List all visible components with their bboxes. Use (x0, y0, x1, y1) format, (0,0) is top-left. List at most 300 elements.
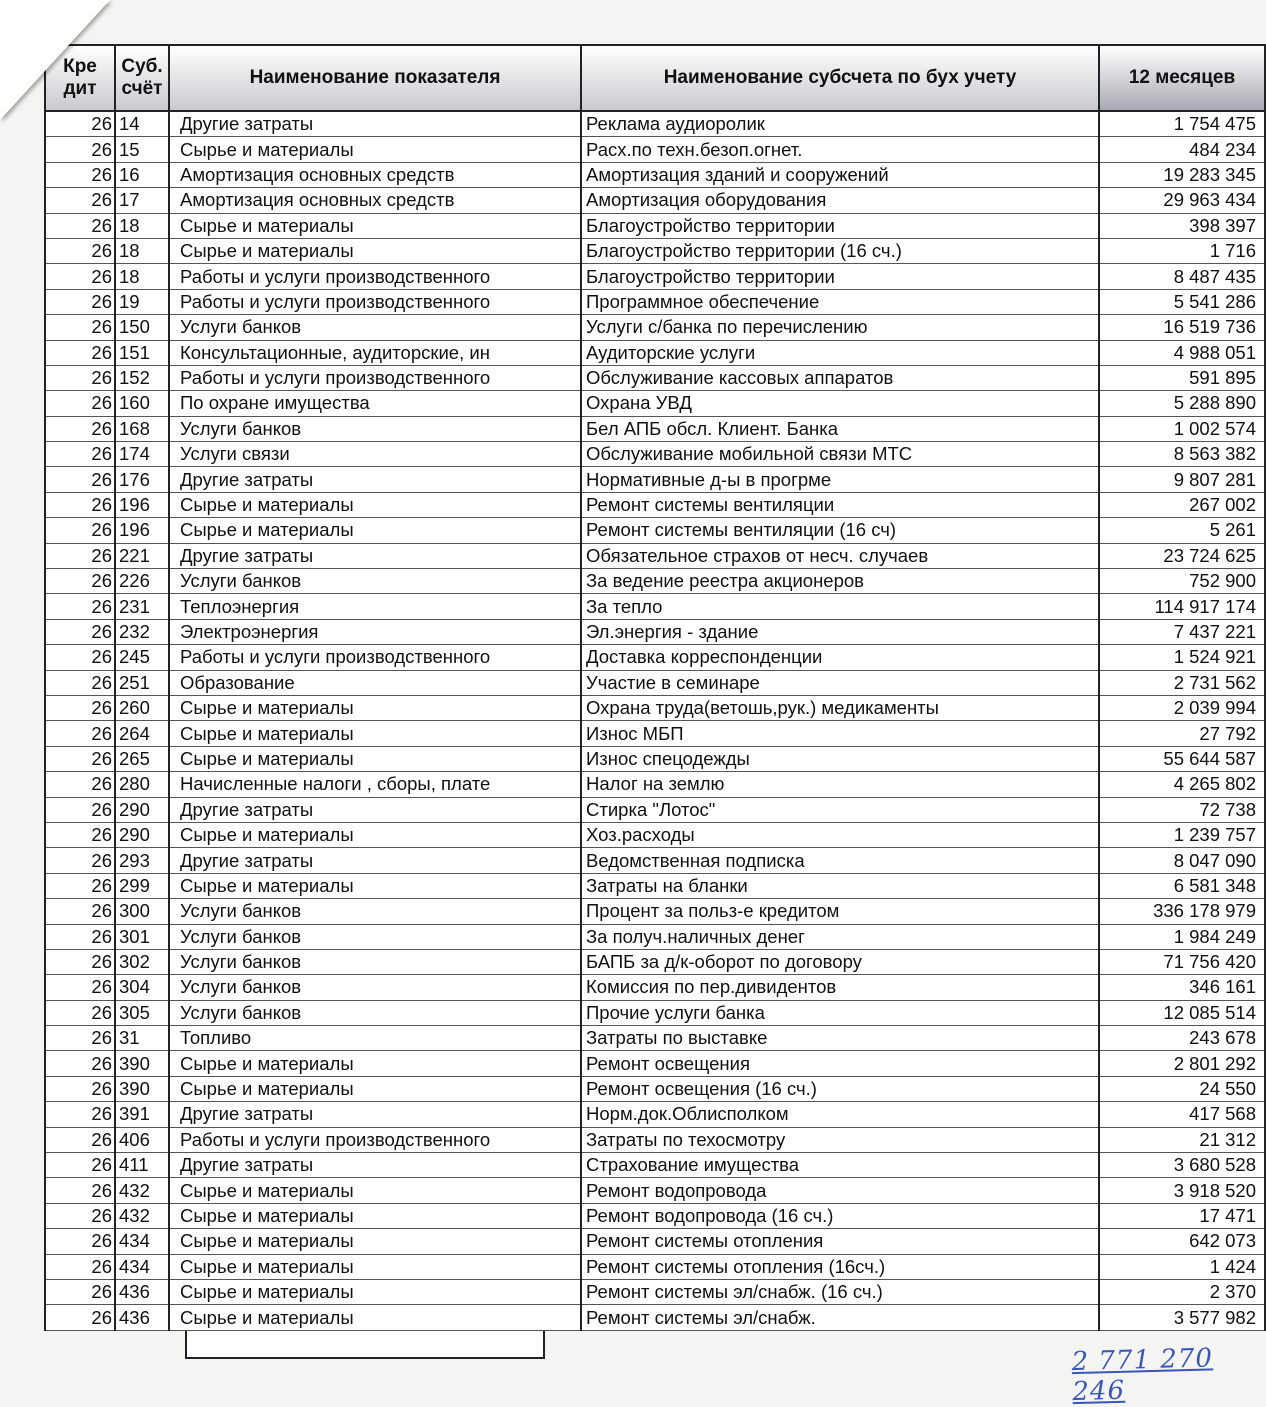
kredit-cell: 26 (45, 315, 115, 340)
kredit-cell: 26 (45, 1076, 115, 1101)
table-row (45, 518, 1265, 543)
subaccount-name-cell: Ремонт системы эл/снабж. (16 сч.) (581, 1279, 1099, 1304)
subaccount-name-cell: Обязательное страхов от несч. случаев (581, 543, 1099, 568)
kredit-cell: 26 (45, 1000, 115, 1025)
indicator-name-cell: Другие затраты (169, 848, 581, 873)
amount-cell: 417 568 (1099, 1102, 1265, 1127)
subaccount-number-cell: 391 (115, 1102, 169, 1127)
indicator-name-cell: Сырье и материалы (169, 721, 581, 746)
kredit-cell: 26 (45, 1254, 115, 1279)
subaccount-name-cell: Процент за польз-е кредитом (581, 899, 1099, 924)
subaccount-number-cell: 299 (115, 873, 169, 898)
subaccount-number-cell: 290 (115, 822, 169, 847)
indicator-name-cell: Услуги банков (169, 315, 581, 340)
table-row (45, 1051, 1265, 1076)
subaccount-name-cell: Доставка корреспонденции (581, 645, 1099, 670)
amount-cell: 24 550 (1099, 1076, 1265, 1101)
subaccount-number-cell: 18 (115, 238, 169, 263)
kredit-cell: 26 (45, 873, 115, 898)
kredit-cell: 26 (45, 238, 115, 263)
kredit-cell: 26 (45, 416, 115, 441)
amount-cell: 72 738 (1099, 797, 1265, 822)
amount-cell: 267 002 (1099, 492, 1265, 517)
indicator-name-cell: Услуги банков (169, 899, 581, 924)
kredit-cell: 26 (45, 721, 115, 746)
subaccount-number-cell: 232 (115, 619, 169, 644)
table-row (45, 695, 1265, 720)
kredit-cell: 26 (45, 569, 115, 594)
kredit-cell: 26 (45, 162, 115, 187)
amount-cell: 19 283 345 (1099, 162, 1265, 187)
subaccount-name-cell: За тепло (581, 594, 1099, 619)
indicator-name-cell: Сырье и материалы (169, 1051, 581, 1076)
kredit-cell: 26 (45, 949, 115, 974)
subaccount-number-cell: 390 (115, 1076, 169, 1101)
subaccount-number-cell: 14 (115, 111, 169, 137)
indicator-name-cell: Сырье и материалы (169, 1305, 581, 1330)
indicator-name-cell: Электроэнергия (169, 619, 581, 644)
subaccount-name-cell: Ремонт освещения (16 сч.) (581, 1076, 1099, 1101)
kredit-cell: 26 (45, 1026, 115, 1051)
subaccount-number-cell: 196 (115, 518, 169, 543)
subaccount-name-cell: Затраты по техосмотру (581, 1127, 1099, 1152)
subaccount-name-cell: Охрана УВД (581, 391, 1099, 416)
indicator-name-cell: Сырье и материалы (169, 1229, 581, 1254)
subaccount-number-cell: 411 (115, 1153, 169, 1178)
table-row (45, 873, 1265, 898)
subaccount-number-cell: 160 (115, 391, 169, 416)
indicator-name-cell: Образование (169, 670, 581, 695)
indicator-name-cell: Услуги банков (169, 416, 581, 441)
kredit-cell: 26 (45, 772, 115, 797)
subaccount-name-cell: Обслуживание мобильной связи МТС (581, 442, 1099, 467)
amount-cell: 1 002 574 (1099, 416, 1265, 441)
indicator-name-cell: Сырье и материалы (169, 695, 581, 720)
amount-cell: 23 724 625 (1099, 543, 1265, 568)
table-row (45, 822, 1265, 847)
indicator-name-cell: Услуги банков (169, 569, 581, 594)
table-row (45, 797, 1265, 822)
kredit-cell: 26 (45, 619, 115, 644)
subaccount-name-cell: Прочие услуги банка (581, 1000, 1099, 1025)
amount-cell: 484 234 (1099, 137, 1265, 162)
amount-cell: 398 397 (1099, 213, 1265, 238)
kredit-cell: 26 (45, 1178, 115, 1203)
subaccount-number-cell: 152 (115, 365, 169, 390)
kredit-cell: 26 (45, 1279, 115, 1304)
header-kredit-line2: дит (63, 78, 97, 99)
kredit-cell: 26 (45, 340, 115, 365)
subaccount-name-cell: БАПБ за д/к-оборот по договору (581, 949, 1099, 974)
amount-cell: 12 085 514 (1099, 1000, 1265, 1025)
indicator-name-cell: Сырье и материалы (169, 518, 581, 543)
subaccount-name-cell: Ремонт освещения (581, 1051, 1099, 1076)
indicator-name-cell: Услуги банков (169, 1000, 581, 1025)
subaccount-number-cell: 304 (115, 975, 169, 1000)
kredit-cell: 26 (45, 111, 115, 137)
indicator-name-cell: Сырье и материалы (169, 492, 581, 517)
subaccount-number-cell: 302 (115, 949, 169, 974)
subaccount-name-cell: Комиссия по пер.дивидентов (581, 975, 1099, 1000)
subaccount-number-cell: 300 (115, 899, 169, 924)
header-amount: 12 месяцев (1099, 45, 1265, 111)
amount-cell: 16 519 736 (1099, 315, 1265, 340)
amount-cell: 3 680 528 (1099, 1153, 1265, 1178)
amount-cell: 6 581 348 (1099, 873, 1265, 898)
table-row (45, 619, 1265, 644)
table-row (45, 899, 1265, 924)
table-row (45, 238, 1265, 263)
table-row (45, 594, 1265, 619)
table-row (45, 949, 1265, 974)
indicator-name-cell: Услуги банков (169, 975, 581, 1000)
table-row (45, 848, 1265, 873)
kredit-cell: 26 (45, 1102, 115, 1127)
header-subaccount-name: Наименование субсчета по бух учету (581, 45, 1099, 111)
subaccount-name-cell: Благоустройство территории (581, 213, 1099, 238)
subaccount-number-cell: 231 (115, 594, 169, 619)
amount-cell: 3 577 982 (1099, 1305, 1265, 1330)
subaccount-number-cell: 293 (115, 848, 169, 873)
subaccount-number-cell: 432 (115, 1203, 169, 1228)
indicator-name-cell: Топливо (169, 1026, 581, 1051)
subaccount-name-cell: Ремонт системы отопления (16сч.) (581, 1254, 1099, 1279)
subaccount-number-cell: 265 (115, 746, 169, 771)
subaccount-name-cell: Налог на землю (581, 772, 1099, 797)
table-body (45, 111, 1265, 1330)
kredit-cell: 26 (45, 137, 115, 162)
kredit-cell: 26 (45, 1203, 115, 1228)
kredit-cell: 26 (45, 848, 115, 873)
amount-cell: 29 963 434 (1099, 188, 1265, 213)
table-row (45, 1178, 1265, 1203)
table-row (45, 1127, 1265, 1152)
subaccount-number-cell: 16 (115, 162, 169, 187)
kredit-cell: 26 (45, 518, 115, 543)
subaccount-number-cell: 434 (115, 1229, 169, 1254)
subaccount-number-cell: 436 (115, 1305, 169, 1330)
indicator-name-cell: Услуги банков (169, 924, 581, 949)
subaccount-number-cell: 290 (115, 797, 169, 822)
subaccount-name-cell: Страхование имущества (581, 1153, 1099, 1178)
subaccount-number-cell: 280 (115, 772, 169, 797)
subaccount-number-cell: 251 (115, 670, 169, 695)
subaccount-name-cell: За получ.наличных денег (581, 924, 1099, 949)
subaccount-number-cell: 196 (115, 492, 169, 517)
amount-cell: 243 678 (1099, 1026, 1265, 1051)
subaccount-name-cell: Нормативные д-ы в прогрме (581, 467, 1099, 492)
kredit-cell: 26 (45, 1051, 115, 1076)
cost-table-sheet (44, 44, 1256, 1359)
amount-cell: 2 370 (1099, 1279, 1265, 1304)
indicator-name-cell: По охране имущества (169, 391, 581, 416)
header-kredit-line1: Кре (63, 56, 97, 77)
table-row (45, 1000, 1265, 1025)
indicator-name-cell: Сырье и материалы (169, 1279, 581, 1304)
amount-cell: 5 261 (1099, 518, 1265, 543)
table-row (45, 315, 1265, 340)
subaccount-number-cell: 19 (115, 289, 169, 314)
indicator-name-cell: Работы и услуги производственного (169, 645, 581, 670)
amount-cell: 336 178 979 (1099, 899, 1265, 924)
kredit-cell: 26 (45, 442, 115, 467)
indicator-name-cell: Сырье и материалы (169, 1254, 581, 1279)
subaccount-number-cell: 18 (115, 264, 169, 289)
table-row (45, 645, 1265, 670)
subaccount-name-cell: Реклама аудиоролик (581, 111, 1099, 137)
subaccount-name-cell: Ремонт системы вентиляции (16 сч) (581, 518, 1099, 543)
subaccount-number-cell: 174 (115, 442, 169, 467)
indicator-name-cell: Работы и услуги производственного (169, 289, 581, 314)
subaccount-name-cell: Хоз.расходы (581, 822, 1099, 847)
table-row (45, 1153, 1265, 1178)
indicator-name-cell: Начисленные налоги , сборы, плате (169, 772, 581, 797)
kredit-cell: 26 (45, 924, 115, 949)
subaccount-number-cell: 221 (115, 543, 169, 568)
amount-cell: 1 754 475 (1099, 111, 1265, 137)
kredit-cell: 26 (45, 289, 115, 314)
kredit-cell: 26 (45, 213, 115, 238)
subaccount-number-cell: 168 (115, 416, 169, 441)
table-header (45, 45, 1265, 111)
header-sub-line1: Суб. (121, 56, 163, 77)
table-row (45, 264, 1265, 289)
indicator-name-cell: Сырье и материалы (169, 137, 581, 162)
kredit-cell: 26 (45, 188, 115, 213)
amount-cell: 8 563 382 (1099, 442, 1265, 467)
subaccount-name-cell: Благоустройство территории (16 сч.) (581, 238, 1099, 263)
amount-cell: 27 792 (1099, 721, 1265, 746)
table-row (45, 442, 1265, 467)
subaccount-name-cell: Износ МБП (581, 721, 1099, 746)
table-row (45, 1229, 1265, 1254)
amount-cell: 1 716 (1099, 238, 1265, 263)
kredit-cell: 26 (45, 899, 115, 924)
cost-table (44, 44, 1266, 1331)
kredit-cell: 26 (45, 365, 115, 390)
table-row (45, 721, 1265, 746)
kredit-cell: 26 (45, 467, 115, 492)
amount-cell: 1 239 757 (1099, 822, 1265, 847)
subaccount-number-cell: 151 (115, 340, 169, 365)
table-row (45, 1279, 1265, 1304)
indicator-name-cell: Другие затраты (169, 543, 581, 568)
subaccount-name-cell: Услуги с/банка по перечислению (581, 315, 1099, 340)
subaccount-number-cell: 176 (115, 467, 169, 492)
subaccount-name-cell: Амортизация оборудования (581, 188, 1099, 213)
kredit-cell: 26 (45, 1153, 115, 1178)
table-row (45, 975, 1265, 1000)
table-row (45, 1203, 1265, 1228)
amount-cell: 4 988 051 (1099, 340, 1265, 365)
amount-cell: 3 918 520 (1099, 1178, 1265, 1203)
table-row (45, 416, 1265, 441)
subaccount-number-cell: 432 (115, 1178, 169, 1203)
subaccount-name-cell: Охрана труда(ветошь,рук.) медикаменты (581, 695, 1099, 720)
kredit-cell: 26 (45, 1127, 115, 1152)
subaccount-name-cell: Стирка "Лотос" (581, 797, 1099, 822)
indicator-name-cell: Консультационные, аудиторские, ин (169, 340, 581, 365)
indicator-name-cell: Сырье и материалы (169, 1178, 581, 1203)
indicator-name-cell: Другие затраты (169, 1153, 581, 1178)
amount-cell: 71 756 420 (1099, 949, 1265, 974)
amount-cell: 346 161 (1099, 975, 1265, 1000)
amount-cell: 114 917 174 (1099, 594, 1265, 619)
kredit-cell: 26 (45, 543, 115, 568)
subaccount-name-cell: Бел АПБ обсл. Клиент. Банка (581, 416, 1099, 441)
amount-cell: 1 424 (1099, 1254, 1265, 1279)
subaccount-name-cell: Эл.энергия - здание (581, 619, 1099, 644)
indicator-name-cell: Работы и услуги производственного (169, 365, 581, 390)
subaccount-number-cell: 264 (115, 721, 169, 746)
indicator-name-cell: Теплоэнергия (169, 594, 581, 619)
amount-cell: 2 039 994 (1099, 695, 1265, 720)
kredit-cell: 26 (45, 822, 115, 847)
subaccount-number-cell: 260 (115, 695, 169, 720)
indicator-name-cell: Другие затраты (169, 1102, 581, 1127)
kredit-cell: 26 (45, 695, 115, 720)
amount-cell: 752 900 (1099, 569, 1265, 594)
amount-cell: 8 487 435 (1099, 264, 1265, 289)
subaccount-name-cell: Амортизация зданий и сооружений (581, 162, 1099, 187)
kredit-cell: 26 (45, 975, 115, 1000)
subaccount-name-cell: Износ спецодежды (581, 746, 1099, 771)
subaccount-name-cell: Ведомственная подписка (581, 848, 1099, 873)
subaccount-number-cell: 406 (115, 1127, 169, 1152)
amount-cell: 55 644 587 (1099, 746, 1265, 771)
table-row (45, 162, 1265, 187)
table-row (45, 111, 1265, 137)
indicator-name-cell: Работы и услуги производственного (169, 264, 581, 289)
subaccount-number-cell: 150 (115, 315, 169, 340)
kredit-cell: 26 (45, 264, 115, 289)
table-row (45, 746, 1265, 771)
subaccount-name-cell: Ремонт системы отопления (581, 1229, 1099, 1254)
indicator-name-cell: Другие затраты (169, 467, 581, 492)
table-row (45, 1305, 1265, 1330)
table-row (45, 213, 1265, 238)
indicator-name-cell: Сырье и материалы (169, 213, 581, 238)
amount-cell: 591 895 (1099, 365, 1265, 390)
kredit-cell: 26 (45, 746, 115, 771)
subaccount-number-cell: 18 (115, 213, 169, 238)
subaccount-name-cell: Обслуживание кассовых аппаратов (581, 365, 1099, 390)
subaccount-number-cell: 226 (115, 569, 169, 594)
table-row (45, 188, 1265, 213)
indicator-name-cell: Другие затраты (169, 111, 581, 137)
table-row (45, 1254, 1265, 1279)
kredit-cell: 26 (45, 391, 115, 416)
subaccount-name-cell: Аудиторские услуги (581, 340, 1099, 365)
amount-cell: 1 524 921 (1099, 645, 1265, 670)
indicator-name-cell: Сырье и материалы (169, 238, 581, 263)
subaccount-name-cell: Ремонт водопровода (16 сч.) (581, 1203, 1099, 1228)
indicator-name-cell: Сырье и материалы (169, 822, 581, 847)
handwritten-total: 2 771 270 246 (1071, 1343, 1214, 1407)
amount-cell: 4 265 802 (1099, 772, 1265, 797)
indicator-name-cell: Амортизация основных средств (169, 162, 581, 187)
subaccount-number-cell: 15 (115, 137, 169, 162)
table-row (45, 670, 1265, 695)
table-row (45, 1076, 1265, 1101)
table-row (45, 492, 1265, 517)
kredit-cell: 26 (45, 1305, 115, 1330)
subaccount-name-cell: Программное обеспечение (581, 289, 1099, 314)
table-row (45, 1026, 1265, 1051)
table-row (45, 772, 1265, 797)
indicator-name-cell: Сырье и материалы (169, 1076, 581, 1101)
amount-cell: 17 471 (1099, 1203, 1265, 1228)
subaccount-number-cell: 245 (115, 645, 169, 670)
subaccount-number-cell: 301 (115, 924, 169, 949)
amount-cell: 21 312 (1099, 1127, 1265, 1152)
table-row (45, 924, 1265, 949)
folded-corner (0, 0, 110, 120)
indicator-name-cell: Другие затраты (169, 797, 581, 822)
header-indicator-name: Наименование показателя (169, 45, 581, 111)
kredit-cell: 26 (45, 797, 115, 822)
indicator-name-cell: Сырье и материалы (169, 746, 581, 771)
indicator-name-cell: Работы и услуги производственного (169, 1127, 581, 1152)
amount-cell: 9 807 281 (1099, 467, 1265, 492)
table-row (45, 467, 1265, 492)
kredit-cell: 26 (45, 594, 115, 619)
subaccount-name-cell: Ремонт системы вентиляции (581, 492, 1099, 517)
table-row (45, 365, 1265, 390)
amount-cell: 7 437 221 (1099, 619, 1265, 644)
subaccount-name-cell: Участие в семинаре (581, 670, 1099, 695)
amount-cell: 1 984 249 (1099, 924, 1265, 949)
header-subaccount-number (115, 45, 169, 111)
amount-cell: 5 541 286 (1099, 289, 1265, 314)
subaccount-number-cell: 17 (115, 188, 169, 213)
subaccount-name-cell: Расх.по техн.безоп.огнет. (581, 137, 1099, 162)
subaccount-name-cell: Благоустройство территории (581, 264, 1099, 289)
table-row (45, 1102, 1265, 1127)
table-row (45, 289, 1265, 314)
amount-cell: 642 073 (1099, 1229, 1265, 1254)
subaccount-name-cell: Затраты на бланки (581, 873, 1099, 898)
kredit-cell: 26 (45, 670, 115, 695)
amount-cell: 5 288 890 (1099, 391, 1265, 416)
subaccount-number-cell: 31 (115, 1026, 169, 1051)
subaccount-name-cell: Норм.док.Облисполком (581, 1102, 1099, 1127)
subaccount-name-cell: За ведение реестра акционеров (581, 569, 1099, 594)
subaccount-name-cell: Ремонт водопровода (581, 1178, 1099, 1203)
subaccount-number-cell: 434 (115, 1254, 169, 1279)
table-row (45, 137, 1265, 162)
kredit-cell: 26 (45, 492, 115, 517)
subaccount-number-cell: 436 (115, 1279, 169, 1304)
subaccount-name-cell: Ремонт системы эл/снабж. (581, 1305, 1099, 1330)
amount-cell: 2 801 292 (1099, 1051, 1265, 1076)
table-tail-cell (185, 1331, 545, 1359)
indicator-name-cell: Амортизация основных средств (169, 188, 581, 213)
table-row (45, 340, 1265, 365)
table-row (45, 569, 1265, 594)
subaccount-number-cell: 390 (115, 1051, 169, 1076)
kredit-cell: 26 (45, 1229, 115, 1254)
amount-cell: 2 731 562 (1099, 670, 1265, 695)
indicator-name-cell: Сырье и материалы (169, 873, 581, 898)
amount-cell: 8 047 090 (1099, 848, 1265, 873)
indicator-name-cell: Услуги связи (169, 442, 581, 467)
indicator-name-cell: Услуги банков (169, 949, 581, 974)
table-row (45, 391, 1265, 416)
subaccount-name-cell: Затраты по выставке (581, 1026, 1099, 1051)
subaccount-number-cell: 305 (115, 1000, 169, 1025)
kredit-cell: 26 (45, 645, 115, 670)
